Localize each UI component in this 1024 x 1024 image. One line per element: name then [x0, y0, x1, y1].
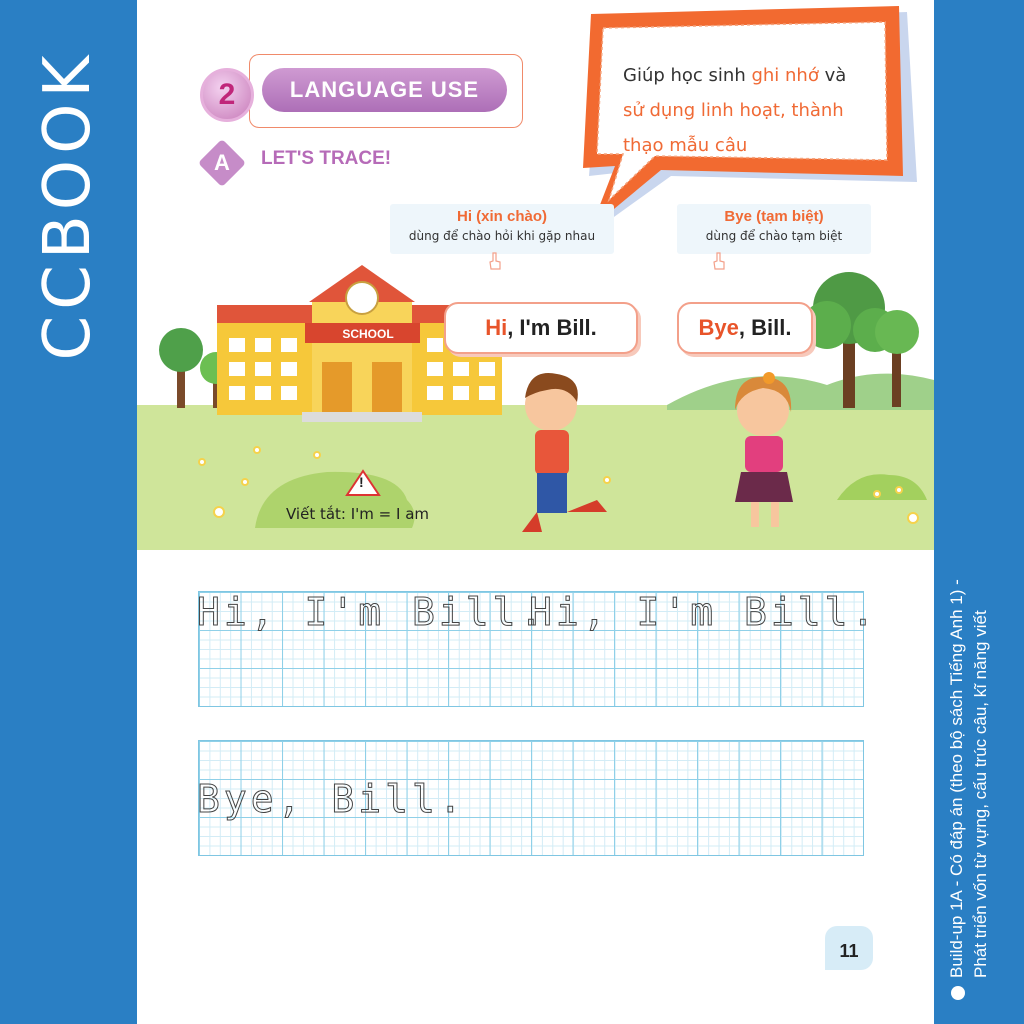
trace-text-1b: Hi, I'm Bill. — [529, 590, 879, 634]
section-number: 2 — [200, 68, 254, 122]
caption-line-2: Phát triển vốn từ vựng, cấu trúc câu, kĩ năng viết — [971, 610, 990, 978]
worksheet-page — [137, 0, 934, 1024]
label-bye: Bye (tạm biệt) dùng để chào tạm biệt — [677, 204, 871, 254]
pointer-hand-icon — [711, 252, 727, 270]
warning-icon: ! — [359, 474, 364, 490]
trace-text-1a: Hi, I'm Bill. — [197, 590, 547, 634]
brand-name: CCBOOK — [31, 49, 105, 361]
callout-text: Giúp học sinh ghi nhớ và sử dụng linh hoạt, thành thạo mẫu câu — [623, 65, 847, 156]
label-hi: Hi (xin chào) dùng để chào hỏi khi gặp nhau — [390, 204, 614, 254]
page-number: 11 — [825, 926, 873, 970]
school-scene — [137, 250, 934, 550]
subsection-title: LET'S TRACE! — [261, 148, 392, 169]
speech-bubble-bye: Bye, Bill. — [677, 302, 813, 354]
school-sign: SCHOOL — [342, 327, 394, 341]
abbreviation-note: Viết tắt: I'm = I am — [286, 505, 430, 523]
trace-text-2: Bye, Bill. — [197, 777, 466, 821]
section-title: LANGUAGE USE — [262, 68, 507, 112]
subsection-badge-letter: A — [214, 150, 230, 175]
bullet-icon — [951, 986, 965, 1000]
speech-bubble-hi: Hi, I'm Bill. — [444, 302, 638, 354]
caption-line-1: Build-up 1A - Có đáp án (theo bộ sách Tiếng Anh 1) - — [945, 500, 969, 1000]
pointer-hand-icon — [487, 252, 503, 270]
